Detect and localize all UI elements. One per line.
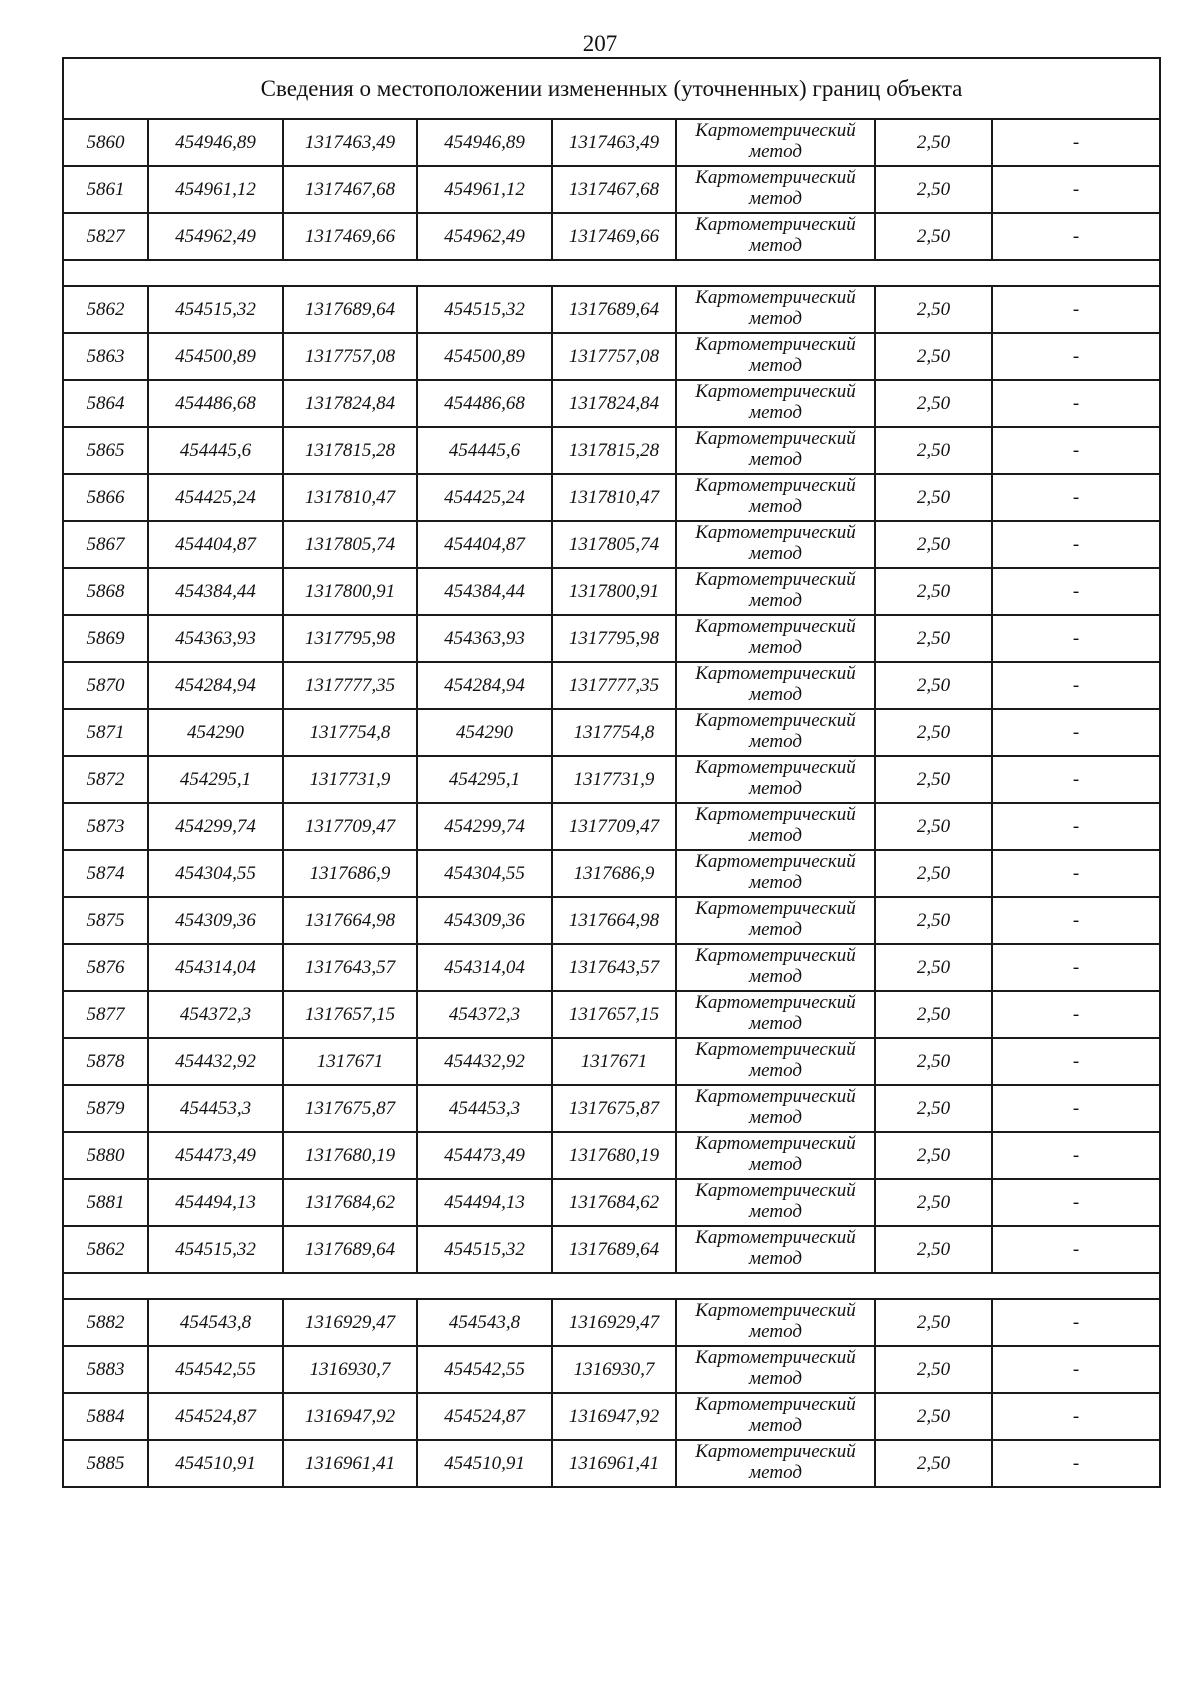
method-text: Картометрический метод [695,1300,856,1342]
new-x-cell: 454372,3 [417,991,552,1038]
new-x-cell: 454432,92 [417,1038,552,1085]
method-text: Картометрический метод [695,992,856,1034]
new-x-cell: 454961,12 [417,166,552,213]
method-cell [676,944,875,991]
existing-y-cell: 1317731,9 [283,756,417,803]
accuracy-cell: 2,50 [875,427,992,474]
method-cell [676,1393,875,1440]
existing-y-cell: 1317689,64 [283,286,417,333]
table-title: Сведения о местоположении измененных (уточненных) границ объекта [63,58,1160,119]
existing-x-cell: 454494,13 [148,1179,283,1226]
accuracy-cell: 2,50 [875,333,992,380]
accuracy-cell: 2,50 [875,615,992,662]
table-row [63,427,1160,474]
existing-y-cell: 1317463,49 [283,119,417,166]
method-text: Картометрический метод [695,757,856,799]
point-number-cell: 5883 [63,1346,148,1393]
method-cell [676,1179,875,1226]
new-y-cell: 1317684,62 [552,1179,676,1226]
note-cell: - [992,756,1160,803]
new-x-cell: 454404,87 [417,521,552,568]
new-x-cell: 454304,55 [417,850,552,897]
point-number-cell: 5865 [63,427,148,474]
existing-x-cell: 454453,3 [148,1085,283,1132]
table-row [63,474,1160,521]
new-y-cell: 1317777,35 [552,662,676,709]
method-text: Картометрический метод [695,167,856,209]
method-cell [676,380,875,427]
new-y-cell: 1317795,98 [552,615,676,662]
method-text: Картометрический метод [695,663,856,705]
group-separator [63,260,1160,286]
note-cell: - [992,286,1160,333]
method-cell [676,756,875,803]
accuracy-cell: 2,50 [875,944,992,991]
method-cell [676,991,875,1038]
new-y-cell: 1317657,15 [552,991,676,1038]
method-cell [676,286,875,333]
accuracy-cell: 2,50 [875,850,992,897]
table-row [63,1440,1160,1487]
existing-x-cell: 454500,89 [148,333,283,380]
method-cell [676,1038,875,1085]
method-cell [676,615,875,662]
existing-x-cell: 454290 [148,709,283,756]
point-number-cell: 5881 [63,1179,148,1226]
note-cell: - [992,166,1160,213]
new-x-cell: 454515,32 [417,286,552,333]
note-cell: - [992,709,1160,756]
method-text: Картометрический метод [695,616,856,658]
method-text: Картометрический метод [695,710,856,752]
existing-x-cell: 454425,24 [148,474,283,521]
method-text: Картометрический метод [695,1039,856,1081]
point-number-cell: 5870 [63,662,148,709]
method-text: Картометрический метод [695,428,856,470]
method-text: Картометрический метод [695,522,856,564]
method-text: Картометрический метод [695,214,856,256]
point-number-cell: 5873 [63,803,148,850]
existing-y-cell: 1317467,68 [283,166,417,213]
table-row [63,1179,1160,1226]
method-cell [676,803,875,850]
point-number-cell: 5862 [63,286,148,333]
new-x-cell: 454295,1 [417,756,552,803]
existing-x-cell: 454299,74 [148,803,283,850]
note-cell: - [992,1299,1160,1346]
method-cell [676,119,875,166]
point-number-cell: 5874 [63,850,148,897]
method-text: Картометрический метод [695,1441,856,1483]
note-cell: - [992,944,1160,991]
new-x-cell: 454299,74 [417,803,552,850]
method-text: Картометрический метод [695,1227,856,1269]
new-x-cell: 454542,55 [417,1346,552,1393]
new-y-cell: 1317754,8 [552,709,676,756]
note-cell: - [992,662,1160,709]
note-cell: - [992,119,1160,166]
note-cell: - [992,521,1160,568]
point-number-cell: 5867 [63,521,148,568]
accuracy-cell: 2,50 [875,991,992,1038]
note-cell: - [992,427,1160,474]
accuracy-cell: 2,50 [875,1393,992,1440]
note-cell: - [992,803,1160,850]
existing-x-cell: 454372,3 [148,991,283,1038]
new-x-cell: 454384,44 [417,568,552,615]
method-cell [676,897,875,944]
new-y-cell: 1317757,08 [552,333,676,380]
note-cell: - [992,380,1160,427]
new-x-cell: 454363,93 [417,615,552,662]
existing-x-cell: 454961,12 [148,166,283,213]
new-y-cell: 1317824,84 [552,380,676,427]
note-cell: - [992,1393,1160,1440]
new-y-cell: 1317643,57 [552,944,676,991]
existing-x-cell: 454510,91 [148,1440,283,1487]
new-x-cell: 454309,36 [417,897,552,944]
point-number-cell: 5864 [63,380,148,427]
accuracy-cell: 2,50 [875,756,992,803]
existing-y-cell: 1316961,41 [283,1440,417,1487]
existing-y-cell: 1317657,15 [283,991,417,1038]
existing-y-cell: 1317800,91 [283,568,417,615]
new-x-cell: 454510,91 [417,1440,552,1487]
point-number-cell: 5882 [63,1299,148,1346]
table-row [63,662,1160,709]
new-y-cell: 1317686,9 [552,850,676,897]
note-cell: - [992,850,1160,897]
point-number-cell: 5878 [63,1038,148,1085]
accuracy-cell: 2,50 [875,1085,992,1132]
accuracy-cell: 2,50 [875,1299,992,1346]
existing-x-cell: 454515,32 [148,1226,283,1273]
accuracy-cell: 2,50 [875,662,992,709]
existing-y-cell: 1317754,8 [283,709,417,756]
new-y-cell: 1316947,92 [552,1393,676,1440]
method-text: Картометрический метод [695,475,856,517]
method-text: Картометрический метод [695,1394,856,1436]
existing-y-cell: 1317643,57 [283,944,417,991]
existing-x-cell: 454309,36 [148,897,283,944]
accuracy-cell: 2,50 [875,213,992,260]
note-cell: - [992,991,1160,1038]
existing-y-cell: 1317686,9 [283,850,417,897]
existing-x-cell: 454304,55 [148,850,283,897]
method-text: Картометрический метод [695,898,856,940]
new-x-cell: 454453,3 [417,1085,552,1132]
method-cell [676,213,875,260]
existing-x-cell: 454432,92 [148,1038,283,1085]
table-row [63,1226,1160,1273]
point-number-cell: 5877 [63,991,148,1038]
existing-x-cell: 454542,55 [148,1346,283,1393]
existing-x-cell: 454445,6 [148,427,283,474]
method-cell [676,474,875,521]
table-row [63,1085,1160,1132]
new-x-cell: 454425,24 [417,474,552,521]
new-y-cell: 1317810,47 [552,474,676,521]
method-cell [676,1346,875,1393]
new-y-cell: 1317689,64 [552,1226,676,1273]
table-row [63,944,1160,991]
accuracy-cell: 2,50 [875,568,992,615]
existing-y-cell: 1317671 [283,1038,417,1085]
new-y-cell: 1316930,7 [552,1346,676,1393]
table-row [63,1393,1160,1440]
existing-x-cell: 454404,87 [148,521,283,568]
existing-y-cell: 1317815,28 [283,427,417,474]
method-text: Картометрический метод [695,120,856,162]
existing-y-cell: 1317709,47 [283,803,417,850]
method-cell [676,333,875,380]
table-row [63,850,1160,897]
existing-x-cell: 454363,93 [148,615,283,662]
page-number: 207 [582,31,618,56]
existing-y-cell: 1316930,7 [283,1346,417,1393]
accuracy-cell: 2,50 [875,1038,992,1085]
table-row [63,1038,1160,1085]
existing-x-cell: 454295,1 [148,756,283,803]
method-text: Картометрический метод [695,1133,856,1175]
point-number-cell: 5861 [63,166,148,213]
existing-x-cell: 454314,04 [148,944,283,991]
table-row [63,333,1160,380]
note-cell: - [992,1085,1160,1132]
existing-y-cell: 1317805,74 [283,521,417,568]
method-text: Картометрический метод [695,287,856,329]
new-x-cell: 454515,32 [417,1226,552,1273]
existing-y-cell: 1317664,98 [283,897,417,944]
existing-y-cell: 1317675,87 [283,1085,417,1132]
existing-x-cell: 454384,44 [148,568,283,615]
new-y-cell: 1317731,9 [552,756,676,803]
table-row [63,521,1160,568]
new-y-cell: 1317675,87 [552,1085,676,1132]
new-x-cell: 454445,6 [417,427,552,474]
accuracy-cell: 2,50 [875,166,992,213]
method-cell [676,1226,875,1273]
accuracy-cell: 2,50 [875,1346,992,1393]
existing-y-cell: 1317824,84 [283,380,417,427]
note-cell: - [992,1132,1160,1179]
method-cell [676,1085,875,1132]
coordinates-table [62,57,1161,1488]
point-number-cell: 5871 [63,709,148,756]
new-x-cell: 454284,94 [417,662,552,709]
method-cell [676,709,875,756]
point-number-cell: 5869 [63,615,148,662]
method-cell [676,521,875,568]
method-cell [676,568,875,615]
accuracy-cell: 2,50 [875,1179,992,1226]
new-x-cell: 454486,68 [417,380,552,427]
table-row [63,991,1160,1038]
new-y-cell: 1317709,47 [552,803,676,850]
existing-y-cell: 1317680,19 [283,1132,417,1179]
new-x-cell: 454473,49 [417,1132,552,1179]
accuracy-cell: 2,50 [875,1226,992,1273]
point-number-cell: 5884 [63,1393,148,1440]
accuracy-cell: 2,50 [875,1132,992,1179]
method-cell [676,1132,875,1179]
existing-x-cell: 454515,32 [148,286,283,333]
point-number-cell: 5863 [63,333,148,380]
existing-x-cell: 454284,94 [148,662,283,709]
point-number-cell: 5868 [63,568,148,615]
group-separator-row [63,260,1160,286]
method-text: Картометрический метод [695,1347,856,1389]
accuracy-cell: 2,50 [875,474,992,521]
method-cell [676,1299,875,1346]
point-number-cell: 5875 [63,897,148,944]
note-cell: - [992,897,1160,944]
table-row [63,709,1160,756]
note-cell: - [992,1440,1160,1487]
existing-y-cell: 1317810,47 [283,474,417,521]
accuracy-cell: 2,50 [875,803,992,850]
table-title-row [63,58,1160,119]
method-text: Картометрический метод [695,1180,856,1222]
table-row [63,119,1160,166]
accuracy-cell: 2,50 [875,709,992,756]
method-cell [676,662,875,709]
table-row [63,1346,1160,1393]
existing-y-cell: 1317777,35 [283,662,417,709]
table-row [63,286,1160,333]
table-row [63,380,1160,427]
existing-x-cell: 454473,49 [148,1132,283,1179]
existing-x-cell: 454486,68 [148,380,283,427]
new-y-cell: 1317680,19 [552,1132,676,1179]
point-number-cell: 5866 [63,474,148,521]
new-y-cell: 1317671 [552,1038,676,1085]
table-row [63,756,1160,803]
new-x-cell: 454543,8 [417,1299,552,1346]
method-text: Картометрический метод [695,1086,856,1128]
accuracy-cell: 2,50 [875,521,992,568]
method-cell [676,427,875,474]
note-cell: - [992,474,1160,521]
accuracy-cell: 2,50 [875,380,992,427]
accuracy-cell: 2,50 [875,119,992,166]
method-cell [676,166,875,213]
point-number-cell: 5876 [63,944,148,991]
existing-x-cell: 454543,8 [148,1299,283,1346]
new-y-cell: 1317815,28 [552,427,676,474]
note-cell: - [992,1226,1160,1273]
table-row [63,803,1160,850]
note-cell: - [992,1346,1160,1393]
note-cell: - [992,1038,1160,1085]
table-row [63,615,1160,662]
new-y-cell: 1317800,91 [552,568,676,615]
note-cell: - [992,1179,1160,1226]
point-number-cell: 5827 [63,213,148,260]
method-text: Картометрический метод [695,334,856,376]
existing-x-cell: 454962,49 [148,213,283,260]
existing-y-cell: 1317684,62 [283,1179,417,1226]
existing-x-cell: 454524,87 [148,1393,283,1440]
new-y-cell: 1317469,66 [552,213,676,260]
method-text: Картометрический метод [695,945,856,987]
point-number-cell: 5860 [63,119,148,166]
new-x-cell: 454962,49 [417,213,552,260]
point-number-cell: 5879 [63,1085,148,1132]
table-row [63,1299,1160,1346]
existing-x-cell: 454946,89 [148,119,283,166]
existing-y-cell: 1317689,64 [283,1226,417,1273]
existing-y-cell: 1317795,98 [283,615,417,662]
accuracy-cell: 2,50 [875,1440,992,1487]
note-cell: - [992,568,1160,615]
group-separator-row [63,1273,1160,1299]
new-x-cell: 454946,89 [417,119,552,166]
new-y-cell: 1317463,49 [552,119,676,166]
new-y-cell: 1317805,74 [552,521,676,568]
method-text: Картометрический метод [695,851,856,893]
table-row [63,166,1160,213]
new-y-cell: 1316961,41 [552,1440,676,1487]
method-cell [676,1440,875,1487]
point-number-cell: 5862 [63,1226,148,1273]
accuracy-cell: 2,50 [875,897,992,944]
new-x-cell: 454314,04 [417,944,552,991]
note-cell: - [992,615,1160,662]
point-number-cell: 5872 [63,756,148,803]
new-y-cell: 1316929,47 [552,1299,676,1346]
method-text: Картометрический метод [695,569,856,611]
new-y-cell: 1317664,98 [552,897,676,944]
existing-y-cell: 1316947,92 [283,1393,417,1440]
new-x-cell: 454524,87 [417,1393,552,1440]
group-separator [63,1273,1160,1299]
point-number-cell: 5885 [63,1440,148,1487]
method-cell [676,850,875,897]
accuracy-cell: 2,50 [875,286,992,333]
method-text: Картометрический метод [695,804,856,846]
table-row [63,568,1160,615]
point-number-cell: 5880 [63,1132,148,1179]
table-row [63,897,1160,944]
new-x-cell: 454290 [417,709,552,756]
table-row [63,1132,1160,1179]
new-x-cell: 454494,13 [417,1179,552,1226]
existing-y-cell: 1317469,66 [283,213,417,260]
table-row [63,213,1160,260]
note-cell: - [992,213,1160,260]
new-y-cell: 1317467,68 [552,166,676,213]
new-y-cell: 1317689,64 [552,286,676,333]
existing-y-cell: 1317757,08 [283,333,417,380]
new-x-cell: 454500,89 [417,333,552,380]
method-text: Картометрический метод [695,381,856,423]
note-cell: - [992,333,1160,380]
existing-y-cell: 1316929,47 [283,1299,417,1346]
